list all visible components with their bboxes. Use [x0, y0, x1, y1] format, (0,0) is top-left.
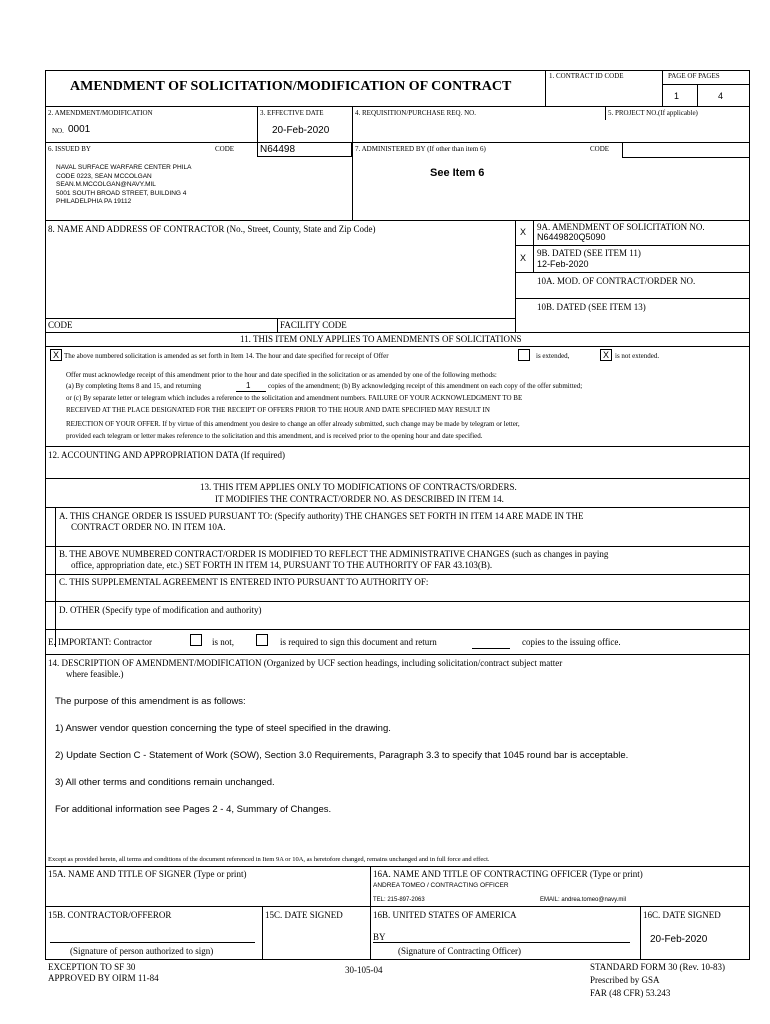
dated-9b: 12-Feb-2020 — [537, 259, 589, 269]
is-not-label: is not, — [212, 637, 235, 647]
important-label: E. IMPORTANT: Contractor — [48, 637, 153, 647]
effective-date: 20-Feb-2020 — [272, 125, 330, 136]
officer-email: EMAIL: andrea.tomeo@navy.mil — [540, 897, 627, 903]
mod-contract-label: 10A. MOD. OF CONTRACT/ORDER NO. — [537, 276, 696, 286]
page-number: 1 — [674, 91, 680, 101]
ack-line-2b: copies of the amendment; (b) By acknowledging receipt of this amendment on each copy of the offer submitted; — [268, 382, 583, 390]
amendment-no: 0001 — [68, 124, 91, 135]
ack-line-6: provided each telegram or letter makes reference to the solicitation and this amendment, and is received prior to the opening hour and date specified. — [66, 432, 483, 440]
admin-code-label: CODE — [590, 145, 610, 153]
description-additional: For additional information see Pages 2 - 4, Summary of Changes. — [55, 804, 332, 815]
extended-label: is extended, — [536, 352, 570, 360]
standard-form-label: STANDARD FORM 30 (Rev. 10-83) — [590, 962, 725, 972]
is-not-checkbox[interactable] — [190, 634, 202, 646]
approved-label: APPROVED BY OIRM 11-84 — [48, 973, 159, 983]
description-label-1: 14. DESCRIPTION OF AMENDMENT/MODIFICATION (Organized by UCF section headings, including solicitation/contract subject matter — [48, 658, 563, 668]
facility-code-label: FACILITY CODE — [280, 320, 347, 330]
signature-person-label: (Signature of person authorized to sign) — [70, 946, 214, 956]
amended-checkbox[interactable]: X — [50, 349, 62, 361]
date-16c-label: 16C. DATE SIGNED — [643, 910, 721, 920]
issued-code: N64498 — [260, 144, 296, 155]
description-label-2: where feasible.) — [66, 669, 124, 679]
description-purpose: The purpose of this amendment is as follows: — [55, 696, 246, 707]
not-extended-label: is not extended. — [615, 352, 660, 360]
exception-label: EXCEPTION TO SF 30 — [48, 962, 136, 972]
signature-officer-label: (Signature of Contracting Officer) — [398, 946, 522, 956]
far-label: FAR (48 CFR) 53.243 — [590, 988, 671, 998]
page-of-pages-label: PAGE OF PAGES — [668, 72, 720, 80]
amendment-label: 2. AMENDMENT/MODIFICATION — [48, 109, 153, 117]
ack-line-2a: (a) By completing Items 8 and 15, and returning — [66, 382, 202, 390]
item-13b-line-1: B. THE ABOVE NUMBERED CONTRACT/ORDER IS MODIFIED TO REFLECT THE ADMINISTRATIVE CHANGES (such as changes in paying — [59, 549, 609, 559]
amended-text: The above numbered solicitation is amended as set forth in Item 14. The hour and date specified for receipt of Offer — [64, 352, 389, 360]
ack-line-5: REJECTION OF YOUR OFFER. If by virtue of this amendment you desire to change an offer already submitted, such change may be made by telegram or letter, — [66, 420, 520, 428]
dated-9b-label: 9B. DATED (SEE ITEM 11) — [537, 248, 641, 258]
solicitation-no: N6449820Q5090 — [537, 232, 606, 242]
item-13c: C. THIS SUPPLEMENTAL AGREEMENT IS ENTERED INTO PURSUANT TO AUTHORITY OF: — [59, 577, 429, 587]
dated-10b-label: 10B. DATED (SEE ITEM 13) — [537, 302, 646, 312]
description-item-1: 1) Answer vendor question concerning the type of steel specified in the drawing. — [55, 723, 391, 734]
ack-line-3: or (c) By separate letter or telegram which includes a reference to the solicitation and amendment numbers. FAILURE OF YOUR ACKNOWLEDGMENT TO BE — [66, 394, 523, 402]
see-item-6: See Item 6 — [430, 167, 485, 179]
copies-to-office: copies to the issuing office. — [522, 637, 621, 647]
requisition-label: 4. REQUISITION/PURCHASE REQ. NO. — [355, 109, 476, 117]
officer-tel: TEL: 215-897-2063 — [373, 897, 425, 903]
copies-count: 1 — [246, 381, 251, 390]
contractor-address-label: 8. NAME AND ADDRESS OF CONTRACTOR (No., Street, County, State and Zip Code) — [48, 224, 376, 234]
extended-checkbox[interactable] — [518, 349, 530, 361]
prescribed-label: Prescribed by GSA — [590, 975, 660, 985]
not-extended-checkbox[interactable]: X — [600, 349, 612, 361]
date-15c-label: 15C. DATE SIGNED — [265, 910, 343, 920]
solicitation-no-label: 9A. AMENDMENT OF SOLICITATION NO. — [537, 222, 705, 232]
item-11-heading: 11. THIS ITEM ONLY APPLIES TO AMENDMENTS OF SOLICITATIONS — [240, 334, 522, 344]
description-item-3: 3) All other terms and conditions remain unchanged. — [55, 777, 275, 788]
by-label: BY — [373, 932, 386, 942]
ack-line-4: RECEIVED AT THE PLACE DESIGNATED FOR THE RECEIPT OF OFFERS PRIOR TO THE HOUR AND DATE SPECIFIED MAY RESULT IN — [66, 406, 490, 414]
item-13-heading-1: 13. THIS ITEM APPLIES ONLY TO MODIFICATIONS OF CONTRACTS/ORDERS. — [200, 482, 517, 492]
description-item-2: 2) Update Section C - Statement of Work (SOW), Section 3.0 Requirements, Paragraph 3.3 to specify that 1045 round bar is acceptable. — [55, 750, 629, 761]
accounting-label: 12. ACCOUNTING AND APPROPRIATION DATA (If required) — [48, 450, 286, 460]
administered-by-label: 7. ADMINISTERED BY (If other than item 6) — [355, 145, 486, 153]
is-required-label: is required to sign this document and return — [280, 637, 437, 647]
signer-label: 15A. NAME AND TITLE OF SIGNER (Type or print) — [48, 869, 247, 879]
except-statement: Except as provided herein, all terms and conditions of the document referenced in Item 9A or 10A, as heretofore changed, remains unchanged and in full force and effect. — [48, 856, 490, 863]
item-13-heading-2: IT MODIFIES THE CONTRACT/ORDER NO. AS DESCRIBED IN ITEM 14. — [215, 494, 504, 504]
item-13a-line-1: A. THIS CHANGE ORDER IS ISSUED PURSUANT TO: (Specify authority) THE CHANGES SET FORTH IN ITEM 14 ARE MADE IN THE — [59, 511, 584, 521]
item-13a-line-2: CONTRACT ORDER NO. IN ITEM 10A. — [71, 522, 226, 532]
item-13d: D. OTHER (Specify type of modification and authority) — [59, 605, 262, 615]
united-states-label: 16B. UNITED STATES OF AMERICA — [373, 910, 517, 920]
item-13b-line-2: office, appropriation date, etc.) SET FORTH IN ITEM 14, PURSUANT TO THE AUTHORITY OF FAR 43.103(B). — [71, 560, 493, 570]
form-number: 30-105-04 — [345, 965, 383, 975]
issued-by-label: 6. ISSUED BY — [48, 145, 91, 153]
is-required-checkbox[interactable] — [256, 634, 268, 646]
project-no-label: 5. PROJECT NO.(If applicable) — [608, 109, 698, 117]
total-pages: 4 — [718, 91, 724, 101]
ack-line-1: Offer must acknowledge receipt of this amendment prior to the hour and date specified in the solicitation or as amended by one of the following methods: — [66, 371, 497, 379]
amendment-no-label: NO. — [52, 127, 64, 135]
contractor-offeror-label: 15B. CONTRACTOR/OFFEROR — [48, 910, 172, 920]
date-16c: 20-Feb-2020 — [650, 934, 708, 945]
effective-date-label: 3. EFFECTIVE DATE — [260, 109, 324, 117]
contractor-code-label: CODE — [48, 320, 73, 330]
contracting-officer-name: ANDREA TOMEO / CONTRACTING OFFICER — [373, 882, 509, 889]
issuer-address: NAVAL SURFACE WARFARE CENTER PHILA CODE 0223, SEAN MCCOLGAN SEAN.M.MCCOLGAN@NAVY.MIL 5001 SOUTH BROAD STREET, BUILDING 4 PHILADELPHIA PA 19112 — [56, 164, 192, 206]
issued-code-label: CODE — [215, 145, 235, 153]
contract-id-label: 1. CONTRACT ID CODE — [549, 72, 624, 80]
9b-x-mark: X — [520, 253, 527, 263]
9a-x-mark: X — [520, 227, 527, 237]
form-title: AMENDMENT OF SOLICITATION/MODIFICATION OF CONTRACT — [70, 79, 512, 94]
contracting-officer-label: 16A. NAME AND TITLE OF CONTRACTING OFFICER (Type or print) — [373, 869, 643, 879]
